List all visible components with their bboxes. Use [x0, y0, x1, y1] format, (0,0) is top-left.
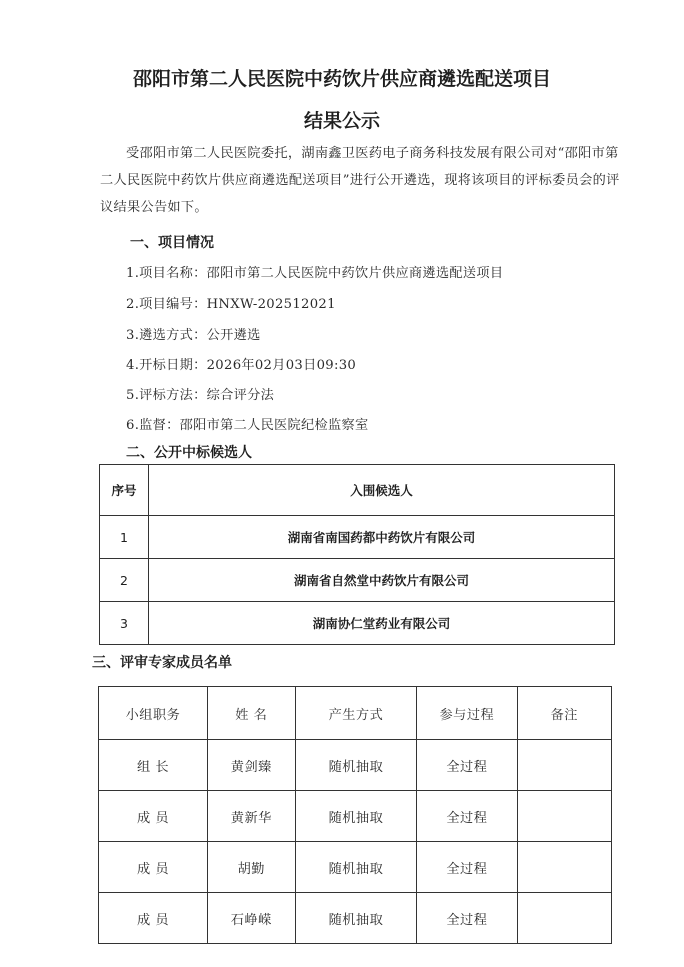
experts-table [98, 686, 612, 944]
candidate-name: 湖南省自然堂中药饮片有限公司 [149, 559, 615, 602]
evaluation-method-item: 5.评标方法：综合评分法 [126, 388, 275, 403]
column-header-role: 小组职务 [99, 687, 208, 740]
table-row [99, 740, 612, 791]
project-number-item: 2.项目编号：HNXW-202512021 [126, 297, 336, 312]
table-row [100, 559, 615, 602]
table-row [99, 791, 612, 842]
row-index: 3 [100, 602, 149, 645]
project-name-item: 1.项目名称：邵阳市第二人民医院中药饮片供应商遴选配送项目 [126, 266, 504, 281]
expert-remarks [517, 842, 612, 893]
column-header-index: 序号 [100, 465, 149, 516]
document-subtitle: 结果公示 [303, 110, 380, 132]
section-heading-project: 一、项目情况 [130, 235, 214, 251]
expert-participation: 全过程 [417, 740, 517, 791]
intro-paragraph: 受邵阳市第二人民医院委托，湖南鑫卫医药电子商务科技发展有限公司对“邵阳市第二人民医院中药饮片供应商遴选配送项目”进行公开遴选，现将该项目的评标委员会的评议结果公告如下。 [100, 146, 620, 215]
expert-selection: 随机抽取 [295, 842, 417, 893]
document-title: 邵阳市第二人民医院中药饮片供应商遴选配送项目 [132, 68, 551, 90]
row-index: 1 [100, 516, 149, 559]
expert-name: 胡勤 [207, 842, 295, 893]
expert-remarks [517, 791, 612, 842]
table-header-row [100, 465, 615, 516]
expert-selection: 随机抽取 [295, 791, 417, 842]
expert-name: 石峥嵘 [207, 893, 295, 944]
expert-role: 成 员 [99, 842, 208, 893]
expert-role: 成 员 [99, 791, 208, 842]
column-header-remarks: 备注 [517, 687, 612, 740]
column-header-participation: 参与过程 [417, 687, 517, 740]
candidates-table [99, 464, 615, 645]
column-header-selection: 产生方式 [295, 687, 417, 740]
expert-participation: 全过程 [417, 842, 517, 893]
column-header-name: 姓 名 [207, 687, 295, 740]
expert-name: 黄剑臻 [207, 740, 295, 791]
table-row [100, 602, 615, 645]
opening-date-item: 4.开标日期：2026年02月03日09:30 [126, 358, 357, 373]
table-row [99, 842, 612, 893]
expert-name: 黄新华 [207, 791, 295, 842]
column-header-candidate: 入围候选人 [149, 465, 615, 516]
section-heading-experts: 三、评审专家成员名单 [92, 655, 232, 671]
selection-method-item: 3.遴选方式：公开遴选 [126, 328, 261, 343]
expert-remarks [517, 893, 612, 944]
section-heading-candidates: 二、公开中标候选人 [126, 445, 252, 461]
expert-participation: 全过程 [417, 791, 517, 842]
expert-role: 组 长 [99, 740, 208, 791]
expert-participation: 全过程 [417, 893, 517, 944]
table-row [100, 516, 615, 559]
table-header-row [99, 687, 612, 740]
expert-role: 成 员 [99, 893, 208, 944]
candidate-name: 湖南协仁堂药业有限公司 [149, 602, 615, 645]
supervision-item: 6.监督：邵阳市第二人民医院纪检监察室 [126, 418, 369, 433]
candidate-name: 湖南省南国药都中药饮片有限公司 [149, 516, 615, 559]
row-index: 2 [100, 559, 149, 602]
expert-selection: 随机抽取 [295, 740, 417, 791]
expert-remarks [517, 740, 612, 791]
table-row [99, 893, 612, 944]
expert-selection: 随机抽取 [295, 893, 417, 944]
